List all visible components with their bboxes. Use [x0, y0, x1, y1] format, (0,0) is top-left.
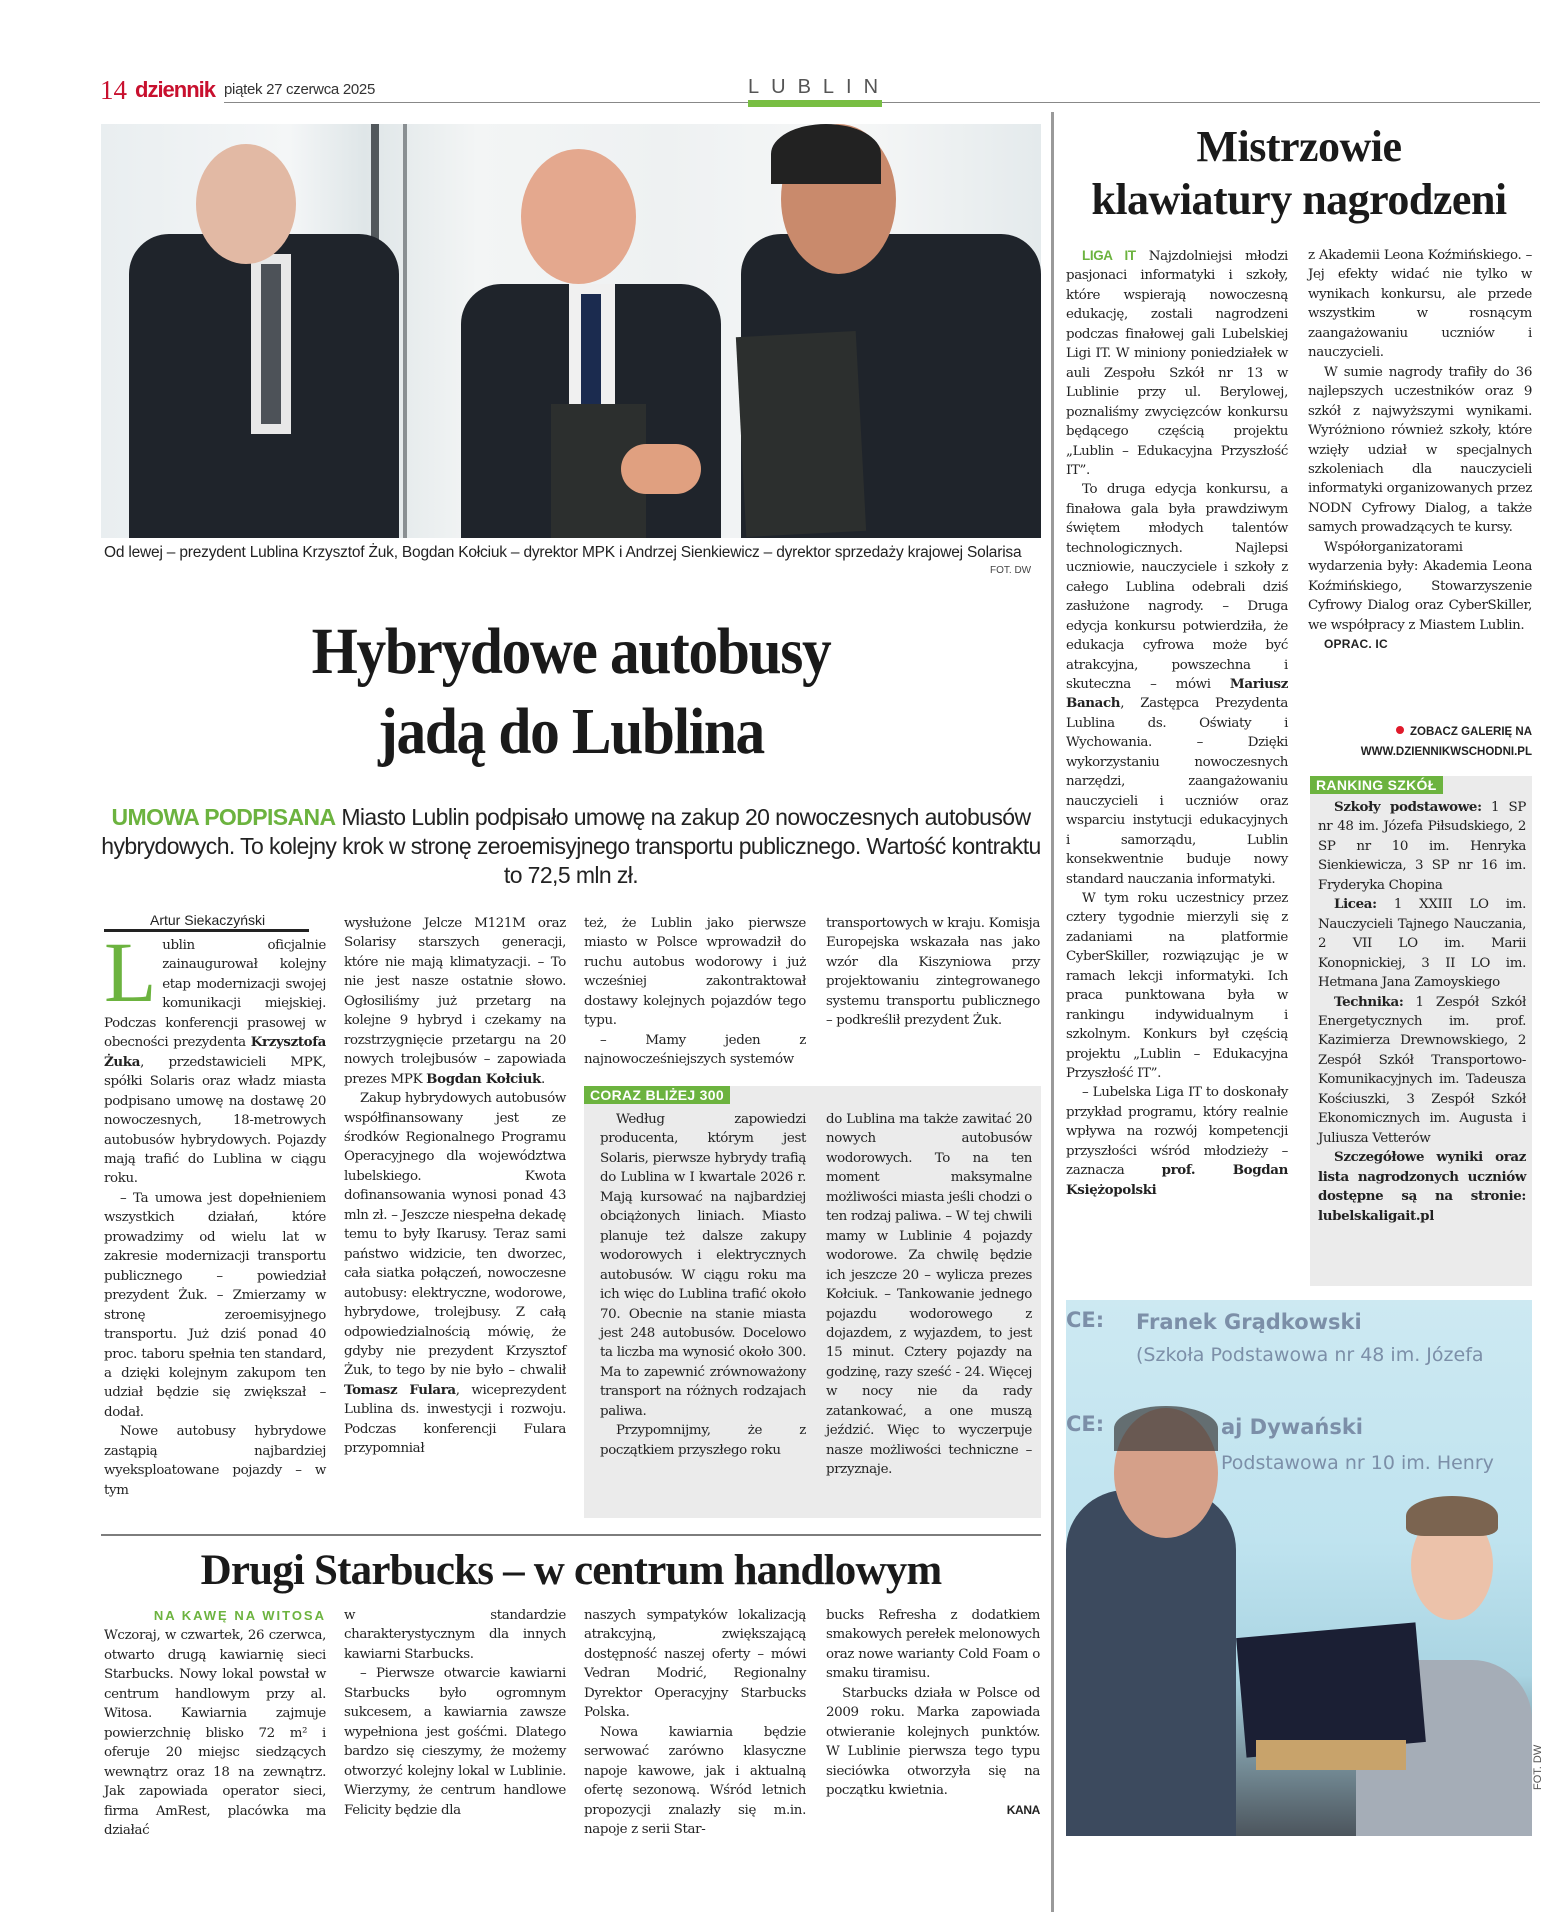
headline-line-2: jadą do Lublina [378, 695, 764, 768]
it-article-headline: Mistrzowie klawiatury nagrodzeni [1091, 122, 1507, 224]
main-col-2: wysłużone Jelcze M121M oraz Solarisy starszych generacji, które nie mają klimatyzacji. – To nie jest nasze ostatnie słowo. Ogłosiliśmy już przetarg na kolejne 9 hybryd i czekamy na rozstrzygnięcie przetargu na 20 nowych trolejbusów – zapowiada prezes MPK Bogdan Kołciuk. Zakup hybrydowych autobusów współfinansowany jest ze środków Regionalnego Programu Operacyjnego dla województwa lubelskiego. Kwota dofinansowania wynosi ponad 43 mln zł. – Jeszcze niespełna dekadę temu to były Ikarusy. Teraz sami państwo widzicie, ten dworzec, cała siatka połączeń, nowoczesne autobusy: elektryczne, wodorowe, hybrydowe, trolejbusy. Z całą odpowiedzialnością mówię, że gdyby nie prezydent Krzysztof Żuk, to tego by nie było – chwalił Tomasz Fulara, wiceprezydent Lublina ds. inwestycji i rozwoju. Podczas konferencji Fulara przypomniał [344, 916, 566, 1457]
ranking-item: Technika: 1 Zespół Szkół Energetycznych im. prof. Kazimierza Drewnowskiego, 2 Zespół Szkół Transportowo-Komunikacyjnych im. Tadeusza Kościuszki, 3 Zespół Szkół Ekonomicznych im. Augusta i Juliusza Vetterów [1318, 993, 1526, 1146]
page-number: 14 [100, 75, 127, 105]
starbucks-col-3: naszych sympatyków lokalizacją atrakcyjną, zwiększającą dostępność naszej oferty – mówi Vedran Modrić, Regionalny Dyrektor Operacyjny Starbucks Polska. Nowa kawiarnia będzie serwować zarówno klasyczne napoje kawowe, jak i aktualną ofertę sezonową. Wśród letnich propozycji znalazły się m.in. napoje z serii Star- [584, 1608, 806, 1837]
gallery-url[interactable]: WWW.DZIENNIKWSCHODNI.PL [1360, 746, 1532, 758]
header-rule [224, 102, 1540, 103]
it-col-1: LIGA IT Najzdolniejsi młodzi pasjonaci informatyki i szkoły, które wspierają nowoczesną edukację, zostali nagrodzeni podczas finałowej gali Lubelskiej Ligi IT. W miniony poniedziałek w auli Zespołu Szkół nr 13 w Lublinie przy ul. Berylowej, poznaliśmy zwycięzców konkursu będącego częścią projektu „Lublin – Edukacyjna Przyszłość IT”. To druga edycja konkursu, a finałowa gala była prawdziwym świętem młodych talentów technologicznych. Najlepsi uczniowie, nauczyciele i szkoły z całego Lublina odebrali dziś zasłużone nagrody. – Druga edycja konkursu potwierdziła, że edukacja cyfrowa może być atrakcyjna, powszechna i skuteczna – mówi Mariusz Banach, Zastępca Prezydenta Lublina ds. Oświaty i Wychowania. – Dzięki wykorzystaniu nowoczesnych narzędzi, zaangażowaniu nauczycieli i uczniów oraz wsparciu instytucji edukacyjnych i samorządu, Lublin konsekwentnie buduje nowy standard nauczania informatyki. W tym roku uczestnicy przez cztery tygodnie mierzyli się z zadaniami na platformie CyberSkiller, rozwiązując je w ramach lekcji informatyki. Ich praca punktowana była w rankingu indywidualnym i szkolnym. Konkurs był częścią projektu „Lublin – Edukacyjna Przyszłość IT”. – Lubelska Liga IT to doskonały przykład programu, który realnie wpływa na rozwój kompetencji przyszłości wśród młodzieży – zaznacza prof. Bogdan Księżopolski [1066, 248, 1288, 1198]
info-box-col-2: do Lublina ma także zawitać 20 nowych autobusów wodorowych. To na ten moment maksymalne możliwości miasta jeśli chodzi o ten rodzaj paliwa. – W tej chwili mamy w Lublinie 4 pojazdy wodorowe. Za chwilę będzie ich jeszcze 20 – wylicza prezes Kołciuk. – Tankowanie jednego pojazdu wodorowego z dojazdem, z wyjazdem, to jest 15 minut. Cztery pojazdy na godzinę, razy sześć - 24. Więcej w nocy nie da rady zatankować, a one muszą jeździć. Więc to wyczerpuje nasze możliwości techniczne – przyznaje. [826, 1112, 1032, 1478]
starbucks-headline: Drugi Starbucks – w centrum handlowym [200, 1547, 942, 1594]
bullet-icon [1396, 726, 1404, 734]
it-signature: OPRAC. IC [1324, 637, 1388, 652]
column-divider [1051, 112, 1054, 1912]
info-box-col-1: Według zapowiedzi producenta, którym jest Solaris, pierwsze hybrydy trafią do Lublina w I kwartale 2026 r. Mają kursować na najbardziej obciążonych liniach. Miasto planuje też dalsze zakupy wodorowych i elektrycznych autobusów. W ciągu roku ma ich więc do Lublina trafić około 70. Obecnie na stanie miasta jest 248 autobusów. Docelowo ta liczba ma wynosić około 300. Ma to zapewnić zrównoważony transport na różnych rodzajach paliwa. Przypomnijmy, że z początkiem przyszłego roku [600, 1112, 806, 1458]
ranking-box-label: RANKING SZKÓŁ [1310, 776, 1443, 794]
ranking-list [1318, 798, 1526, 1226]
starbucks-kicker: NA KAWĘ NA WITOSA [153, 1608, 326, 1623]
issue-date: piątek 27 czerwca 2025 [224, 81, 375, 98]
it-photo-credit: FOT. DW [1532, 1744, 1544, 1790]
main-photo-credit: FOT. DW [990, 565, 1032, 576]
ranking-footer: Szczegółowe wyniki oraz lista nagrodzonych uczniów dostępne są na stronie: lubelskaligait.pl [1318, 1149, 1526, 1224]
section-accent-bar [748, 100, 882, 107]
main-headline [148, 612, 994, 772]
main-lead [101, 803, 1041, 890]
ranking-item: Licea: 1 XXIII LO im. Nauczycieli Tajnego Nauczania, 2 VII LO im. Marii Konopnickiej, 3 II LO im. Hetmana Jana Zamoyskiego [1318, 896, 1526, 991]
it-kicker: LIGA IT [1082, 248, 1136, 263]
it-col-2: z Akademii Leona Koźmińskiego. – Jej efekty widać nie tylko w wynikach konkursu, ale przede wszystkim w rosnącym zaangażowaniu uczniów i nauczycieli. W sumie nagrody trafiły do 36 najlepszych uczestników oraz 9 szkół z najwyższymi wynikami. Wyróżniono również szkoły, które wzięły udział w specjalnych szkoleniach dla nauczycieli informatyki organizowanych przez NODN Cyfrowy Dialog, a także samych prowadzących te kursy. Współorganizatorami wydarzenia były: Akademia Leona Koźmińskiego, Stowarzyszenie Cyfrowy Dialog oraz CyberSkiller, we współpracy z Miastem Lublin. OPRAC. IC [1308, 246, 1532, 655]
lead-kicker: UMOWA PODPISANA [111, 804, 336, 830]
starbucks-col-1: NA KAWĘ NA WITOSA Wczoraj, w czwartek, 26 czerwca, otwarto drugą kawiarnię sieci Starbucks. Nowy lokal powstał w centrum handlowym przy al. Witosa. Kawiarnia zajmuje powierzchnię blisko 72 m² i oferuje 20 miejsc siedzących wewnątrz oraz 18 na zewnątrz. Jak zapowiada operator sieci, firma AmRest, placówka ma działać [104, 1608, 326, 1838]
page-header [100, 76, 1540, 106]
info-box-label: CORAZ BLIŻEJ 300 [584, 1086, 730, 1104]
starbucks-col-2: w standardzie charakterystycznym dla innych kawiarni Starbucks. – Pierwsze otwarcie kawiarni Starbucks było ogromnym sukcesem, a kawiarnia zawsze wypełniona jest gośćmi. Dlatego bardzo się cieszymy, że możemy otworzyć kolejny lokal w Lublinie. Wierzymy, że centrum handlowe Felicity będzie dla [344, 1608, 566, 1818]
section-divider [101, 1534, 1041, 1536]
newspaper-logo: dziennik [135, 77, 216, 102]
main-article-photo [101, 124, 1041, 538]
starbucks-col-4: bucks Refresha z dodatkiem smakowych perełek melonowych oraz nowe warianty Cold Foam o smaku tiramisu. Starbucks działa w Polsce od 2009 roku. Marka zapowiada otwieranie kolejnych punktów. W Lublinie pierwsza tego typu sieciówka otworzyła się na początku kwietnia. KANA [826, 1606, 1040, 1820]
main-col-4: transportowych w kraju. Komisja Europejska wskazała nas jako wzór dla Kiszyniowa przy projektowaniu zintegrowanego systemu transportu publicznego – podkreślił prezydent Żuk. [826, 916, 1040, 1029]
dropcap: L [104, 924, 157, 1020]
byline: Artur Siekaczyński [104, 912, 309, 932]
starbucks-signature: KANA [1006, 1802, 1040, 1817]
lead-text: Miasto Lublin podpisało umowę na zakup 20 nowoczesnych autobusów hybrydowych. To kolejny krok w stronę zeroemisyjnego transportu publicznego. Wartość kontraktu to 72,5 mln zł. [101, 804, 1041, 888]
gallery-link[interactable]: ZOBACZ GALERIĘ NA WWW.DZIENNIKWSCHODNI.PL [1310, 722, 1532, 762]
main-photo-caption: Od lewej – prezydent Lublina Krzysztof Żuk, Bogdan Kołciuk – dyrektor MPK i Andrzej Sienkiewicz – dyrektor sprzedaży krajowej Solarisa [104, 544, 1022, 561]
it-article-photo: CE: Franek Grądkowski (Szkoła Podstawowa nr 48 im. Józefa CE: aj Dywański Podstawowa nr 10 im. Henry [1066, 1300, 1532, 1836]
main-col-1: Lublin oficjalnie zainaugurował kolejny etap modernizacji swojej komunikacji miejskiej. Podczas konferencji prasowej w obecności prezydenta Krzysztofa Żuka, przedstawicieli MPK, spółki Solaris oraz władz miasta podpisano umowę na dostawę 20 nowoczesnych, 18-metrowych autobusów hybrydowych. Pojazdy mają trafić do Lublina w ciągu roku. – Ta umowa jest dopełnieniem wszystkich działań, które prowadzimy od wielu lat w zakresie modernizacji transportu publicznego – powiedział prezydent Żuk. – Zmierzamy w stronę zeroemisyjnego transportu. Już dziś ponad 40 proc. taboru spełnia ten standard, a dzięki kolejnym zakupom ten udział będzie się zwiększał – dodał. Nowe autobusy hybrydowe zastąpią najbardziej wyeksploatowane pojazdy – w tym [104, 924, 326, 1498]
ranking-item: Szkoły podstawowe: 1 SP nr 48 im. Józefa Piłsudskiego, 2 SP nr 10 im. Henryka Sienkiewicza, 3 SP nr 16 im. Fryderyka Chopina [1318, 799, 1526, 893]
headline-line-1: Hybrydowe autobusy [311, 615, 831, 688]
main-col-3: też, że Lublin jako pierwsze miasto w Polsce wprowadził do ruchu autobus wodorowy i już wcześniej zakontraktował dostawy kolejnych pojazdów tego typu. – Mamy jeden z najnowocześniejszych systemów [584, 916, 806, 1068]
section-title: LUBLIN [748, 76, 891, 98]
